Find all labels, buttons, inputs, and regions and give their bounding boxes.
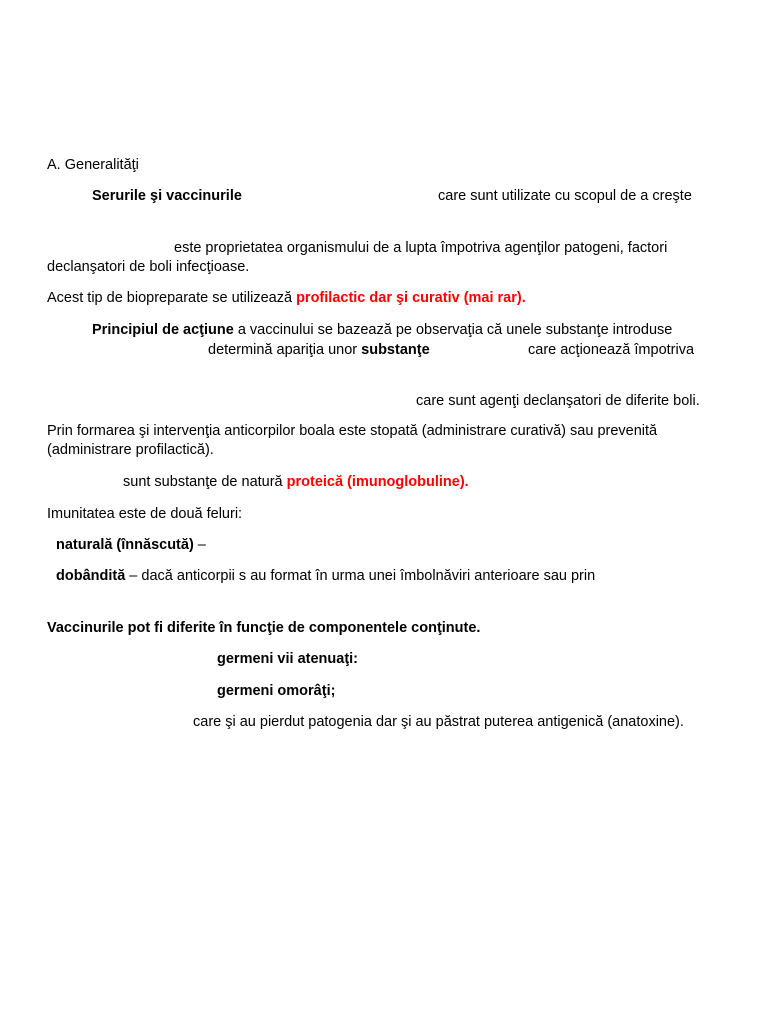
text-fragment: (administrare profilactică).	[47, 442, 214, 458]
text-fragment: care acţionează împotriva	[528, 342, 695, 358]
paragraph-4-line-1	[92, 322, 672, 339]
text-fragment: Acest tip de biopreparate se utilizează	[47, 290, 297, 306]
vaccine-type-1	[217, 651, 358, 668]
text-fragment: determină apariţia unor	[208, 342, 362, 358]
paragraph-6-line-1	[47, 423, 657, 440]
list-item-acquired	[56, 568, 595, 585]
highlighted-text: profilactic dar şi curativ (mai rar).	[296, 290, 526, 306]
paragraph-8	[47, 506, 242, 523]
text-fragment: declanşatori de boli infecţioase.	[47, 259, 250, 275]
paragraph-4-line-2	[208, 342, 430, 359]
highlighted-text: proteică (imunoglobuline).	[286, 474, 469, 490]
paragraph-1-end	[438, 188, 692, 205]
paragraph-9	[47, 620, 480, 637]
paragraph-2-line-2	[47, 259, 249, 276]
text-fragment: care sunt utilizate cu scopul de a creşte	[438, 188, 692, 204]
bold-term: germeni omorâţi;	[217, 683, 336, 699]
list-item-natural	[56, 537, 206, 554]
paragraph-4-line-2-end	[528, 342, 694, 359]
text-fragment: –	[193, 537, 206, 553]
paragraph-1-start	[92, 188, 242, 205]
text-fragment: care sunt agenţi declanşatori de diferite boli.	[416, 393, 700, 409]
bold-term: Principiul de acţiune	[92, 322, 234, 338]
vaccine-type-2	[217, 683, 335, 700]
bold-term: naturală (înnăscută)	[56, 537, 194, 553]
paragraph-2-line-1	[174, 240, 667, 257]
text-fragment: Imunitatea este de două feluri:	[47, 506, 243, 522]
text-fragment: sunt substanţe de natură	[123, 474, 287, 490]
bold-term: dobândită	[56, 568, 126, 584]
bold-term: Serurile şi vaccinurile	[92, 188, 242, 204]
paragraph-7	[123, 474, 469, 491]
paragraph-3	[47, 290, 526, 307]
text-fragment: este proprietatea organismului de a lupta împotriva agenţilor patogeni, factori	[174, 240, 668, 256]
bold-sentence: Vaccinurile pot fi diferite în funcţie de componentele conţinute.	[47, 620, 481, 636]
text-fragment: care şi au pierdut patogenia dar şi au păstrat puterea antigenică (anatoxine).	[193, 714, 684, 730]
heading-text: A. Generalităţi	[47, 157, 139, 173]
text-fragment: a vaccinului se bazează pe observaţia că unele substanţe introduse	[233, 322, 673, 338]
bold-term: germeni vii atenuaţi:	[217, 651, 359, 667]
paragraph-5	[416, 393, 700, 410]
paragraph-6-line-2	[47, 442, 214, 459]
text-fragment: Prin formarea şi intervenţia anticorpilor boala este stopată (administrare curativă) sau prevenită	[47, 423, 658, 439]
vaccine-type-3	[193, 714, 684, 731]
section-heading	[47, 157, 139, 174]
text-fragment: – dacă anticorpii s au format în urma unei îmbolnăviri anterioare sau prin	[125, 568, 596, 584]
bold-term: substanţe	[361, 342, 430, 358]
